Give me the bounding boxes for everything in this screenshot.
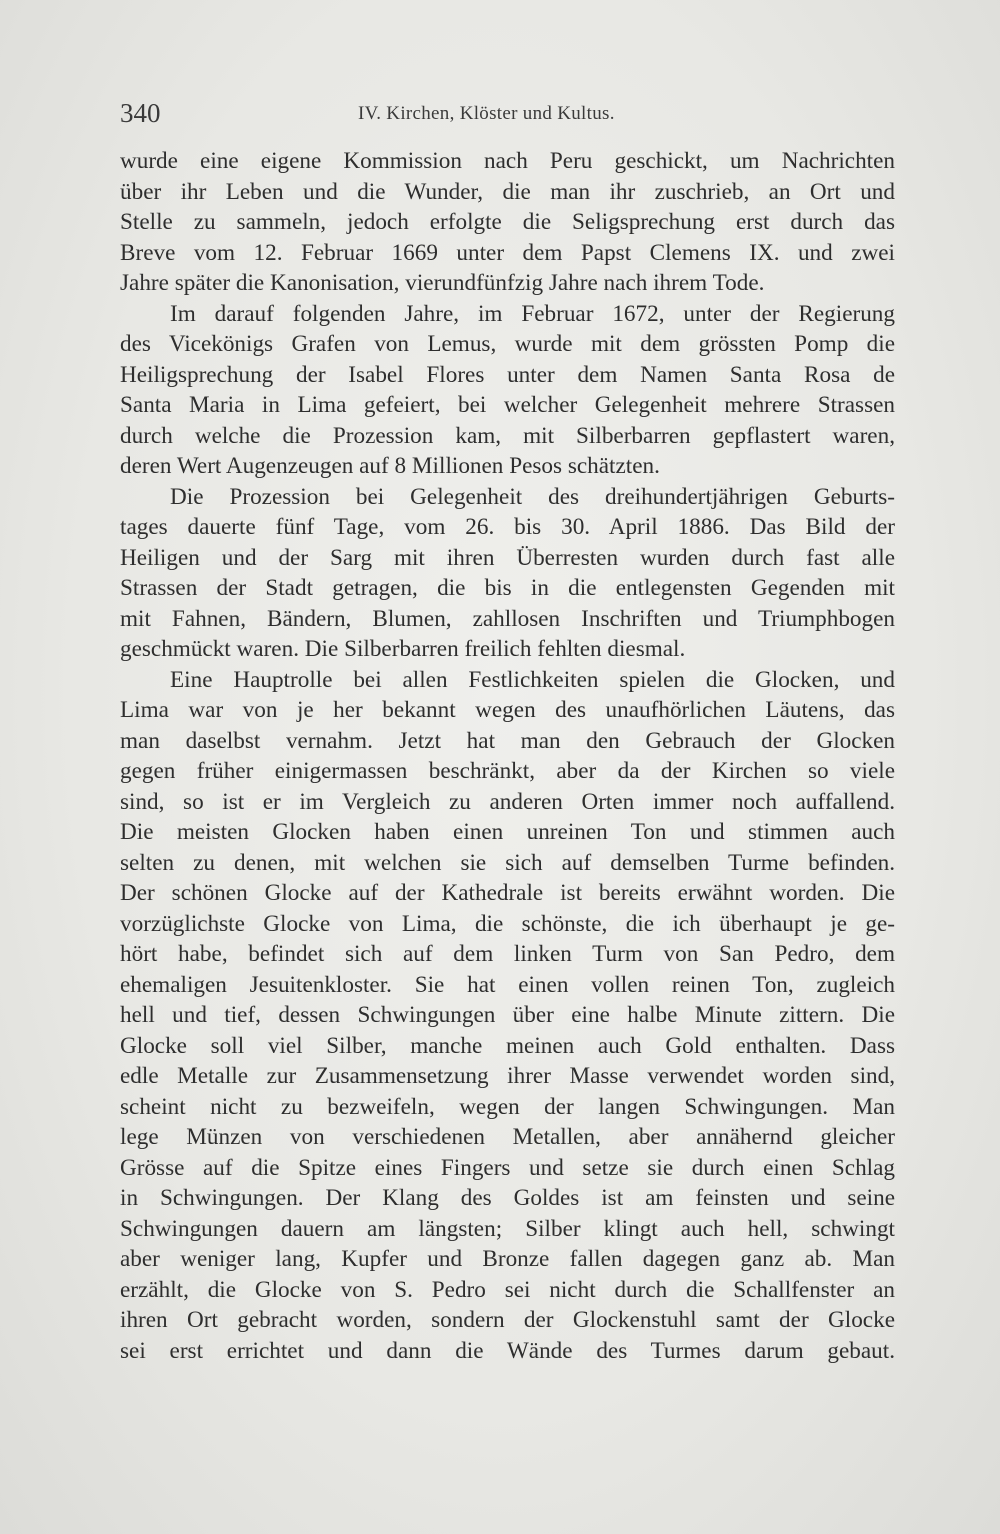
text-line: Breve vom 12. Februar 1669 unter dem Papst Clemens IX. und zwei bbox=[120, 239, 895, 266]
text-line: vorzüglichste Glocke von Lima, die schönste, die ich überhaupt je ge- bbox=[120, 910, 895, 937]
text-line: deren Wert Augenzeugen auf 8 Millionen Pesos schätzten. bbox=[120, 453, 660, 479]
text-line: erzählt, die Glocke von S. Pedro sei nicht durch die Schallfenster an bbox=[120, 1276, 895, 1303]
text-line: Eine Hauptrolle bei allen Festlichkeiten spielen die Glocken, und bbox=[170, 666, 895, 693]
text-line: in Schwingungen. Der Klang des Goldes ist am feinsten und seine bbox=[120, 1185, 895, 1211]
text-line: Grösse auf die Spitze eines Fingers und setze sie durch einen Schlag bbox=[120, 1154, 895, 1181]
text-line: Die meisten Glocken haben einen unreinen Ton und stimmen auch bbox=[120, 819, 895, 845]
text-line: Glocke soll viel Silber, manche meinen auch Gold enthalten. Dass bbox=[120, 1032, 895, 1059]
text-line: Heiligsprechung der Isabel Flores unter dem Namen Santa Rosa de bbox=[120, 361, 895, 388]
text-line: edle Metalle zur Zusammensetzung ihrer Masse verwendet worden sind, bbox=[120, 1063, 895, 1089]
text-line: Heiligen und der Sarg mit ihren Überresten wurden durch fast alle bbox=[120, 544, 895, 571]
text-line: sind, so ist er im Vergleich zu anderen Orten immer noch auffallend. bbox=[120, 788, 895, 815]
text-line: Die Prozession bei Gelegenheit des dreihundertjährigen Geburts- bbox=[170, 483, 895, 510]
text-line: Schwingungen dauern am längsten; Silber klingt auch hell, schwingt bbox=[120, 1215, 895, 1242]
running-title: IV. Kirchen, Klöster und Kultus. bbox=[358, 103, 615, 124]
text-line: Stelle zu sammeln, jedoch erfolgte die Seligsprechung erst durch das bbox=[120, 209, 895, 235]
text-line: gegen früher einigermassen beschränkt, aber da der Kirchen so viele bbox=[120, 758, 895, 784]
page-number: 340 bbox=[120, 98, 161, 128]
text-line: man daselbst vernahm. Jetzt hat man den Gebrauch der Glocken bbox=[120, 727, 895, 754]
text-line: sei erst errichtet und dann die Wände des Turmes darum gebaut. bbox=[120, 1337, 895, 1364]
text-line: scheint nicht zu bezweifeln, wegen der langen Schwingungen. Man bbox=[120, 1093, 895, 1120]
text-line: selten zu denen, mit welchen sie sich auf demselben Turme befinden. bbox=[120, 849, 895, 876]
text-line: mit Fahnen, Bändern, Blumen, zahllosen Inschriften und Triumphbogen bbox=[120, 605, 895, 632]
text-line: aber weniger lang, Kupfer und Bronze fallen dagegen ganz ab. Man bbox=[120, 1246, 895, 1272]
text-line: wurde eine eigene Kommission nach Peru geschickt, um Nachrichten bbox=[120, 148, 895, 174]
text-line: Jahre später die Kanonisation, vierundfünfzig Jahre nach ihrem Tode. bbox=[120, 270, 765, 296]
text-line: tages dauerte fünf Tage, vom 26. bis 30. April 1886. Das Bild der bbox=[120, 514, 895, 540]
text-line: hört habe, befindet sich auf dem linken Turm von San Pedro, dem bbox=[120, 941, 895, 967]
text-line: des Vicekönigs Grafen von Lemus, wurde mit dem grössten Pomp die bbox=[120, 331, 895, 357]
text-line: Strassen der Stadt getragen, die bis in die entlegensten Gegenden mit bbox=[120, 575, 895, 601]
text-line: Santa Maria in Lima gefeiert, bei welcher Gelegenheit mehrere Strassen bbox=[120, 392, 895, 418]
text-line: ihren Ort gebracht worden, sondern der Glockenstuhl samt der Glocke bbox=[120, 1307, 895, 1333]
text-line: durch welche die Prozession kam, mit Silberbarren gepflastert waren, bbox=[120, 422, 895, 449]
page-header bbox=[120, 98, 895, 138]
text-line: lege Münzen von verschiedenen Metallen, aber annähernd gleicher bbox=[120, 1124, 895, 1150]
text-line: über ihr Leben und die Wunder, die man ihr zuschrieb, an Ort und bbox=[120, 178, 895, 205]
text-line: ehemaligen Jesuitenkloster. Sie hat einen vollen reinen Ton, zugleich bbox=[120, 971, 895, 998]
text-line: Im darauf folgenden Jahre, im Februar 1672, unter der Regierung bbox=[170, 300, 895, 327]
body-text bbox=[120, 146, 895, 1366]
text-line: Lima war von je her bekannt wegen des unaufhörlichen Läutens, das bbox=[120, 697, 895, 723]
text-line: geschmückt waren. Die Silberbarren freilich fehlten diesmal. bbox=[120, 636, 686, 662]
text-line: hell und tief, dessen Schwingungen über eine halbe Minute zittern. Die bbox=[120, 1002, 895, 1028]
text-line: Der schönen Glocke auf der Kathedrale ist bereits erwähnt worden. Die bbox=[120, 880, 895, 906]
